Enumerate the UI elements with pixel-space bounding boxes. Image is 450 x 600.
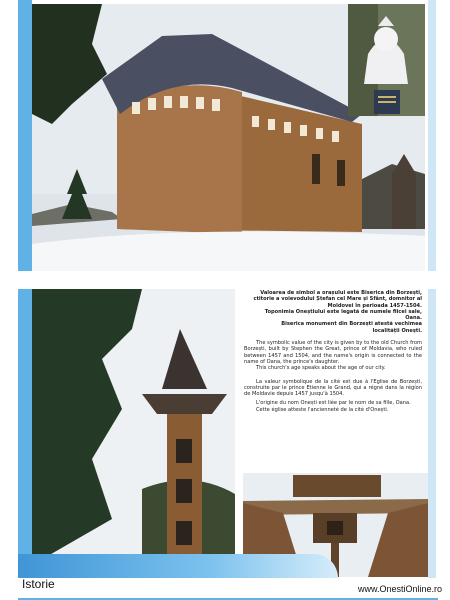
- section-tab: [18, 554, 338, 578]
- romanian-paragraph: Toponimia Oneștiului este legată de numele fiicei sale, Oana.: [264, 308, 422, 322]
- bell-tower-photo: [32, 289, 235, 565]
- right-frame-stripe: [428, 0, 436, 578]
- section-label: Istorie: [22, 577, 55, 591]
- romanian-paragraph: Valoarea de simbol a orașului este Biserica din Borzești, ctitorie a voievodului Ștefan cel Mare și Sfânt, domnitor al Moldovei în perioada 1457-1504.: [253, 290, 422, 309]
- photo-divider: [18, 271, 436, 289]
- english-paragraph: This church's age speaks about the age of our city.: [256, 365, 386, 372]
- french-paragraph: La valeur symbolique de la cité est due à l'Eglise de Borzești, construite par le prince Etienne le Grand, qui a régné dans la région de Moldavie depuis 1457 jusqu'à 1504.: [244, 378, 422, 398]
- left-frame-stripe: [18, 0, 32, 578]
- english-paragraph: The symbolic value of the city is given by to the old Church from Borzești, built by Stephen the Great, prince of Moldavia, who ruled between 1457 and 1504, and the name's origin is connected to the name of Oana, the prince's daughter.: [244, 340, 422, 365]
- french-paragraph: Cette église atteste l'ancienneté de la cité d'Onești.: [256, 406, 389, 413]
- french-paragraph: L'origine du nom Onești est liée par le nom de sa fille, Oana.: [256, 400, 411, 407]
- website-link[interactable]: www.OnestiOnline.ro: [357, 584, 442, 594]
- article-text: [244, 290, 422, 413]
- romanian-paragraph: Biserica monument din Borzești atestă vechimea localității Onești.: [281, 321, 422, 334]
- romanian-text: [244, 290, 422, 334]
- english-text: [244, 340, 422, 371]
- statue-photo: [348, 4, 425, 116]
- french-text: [244, 379, 422, 413]
